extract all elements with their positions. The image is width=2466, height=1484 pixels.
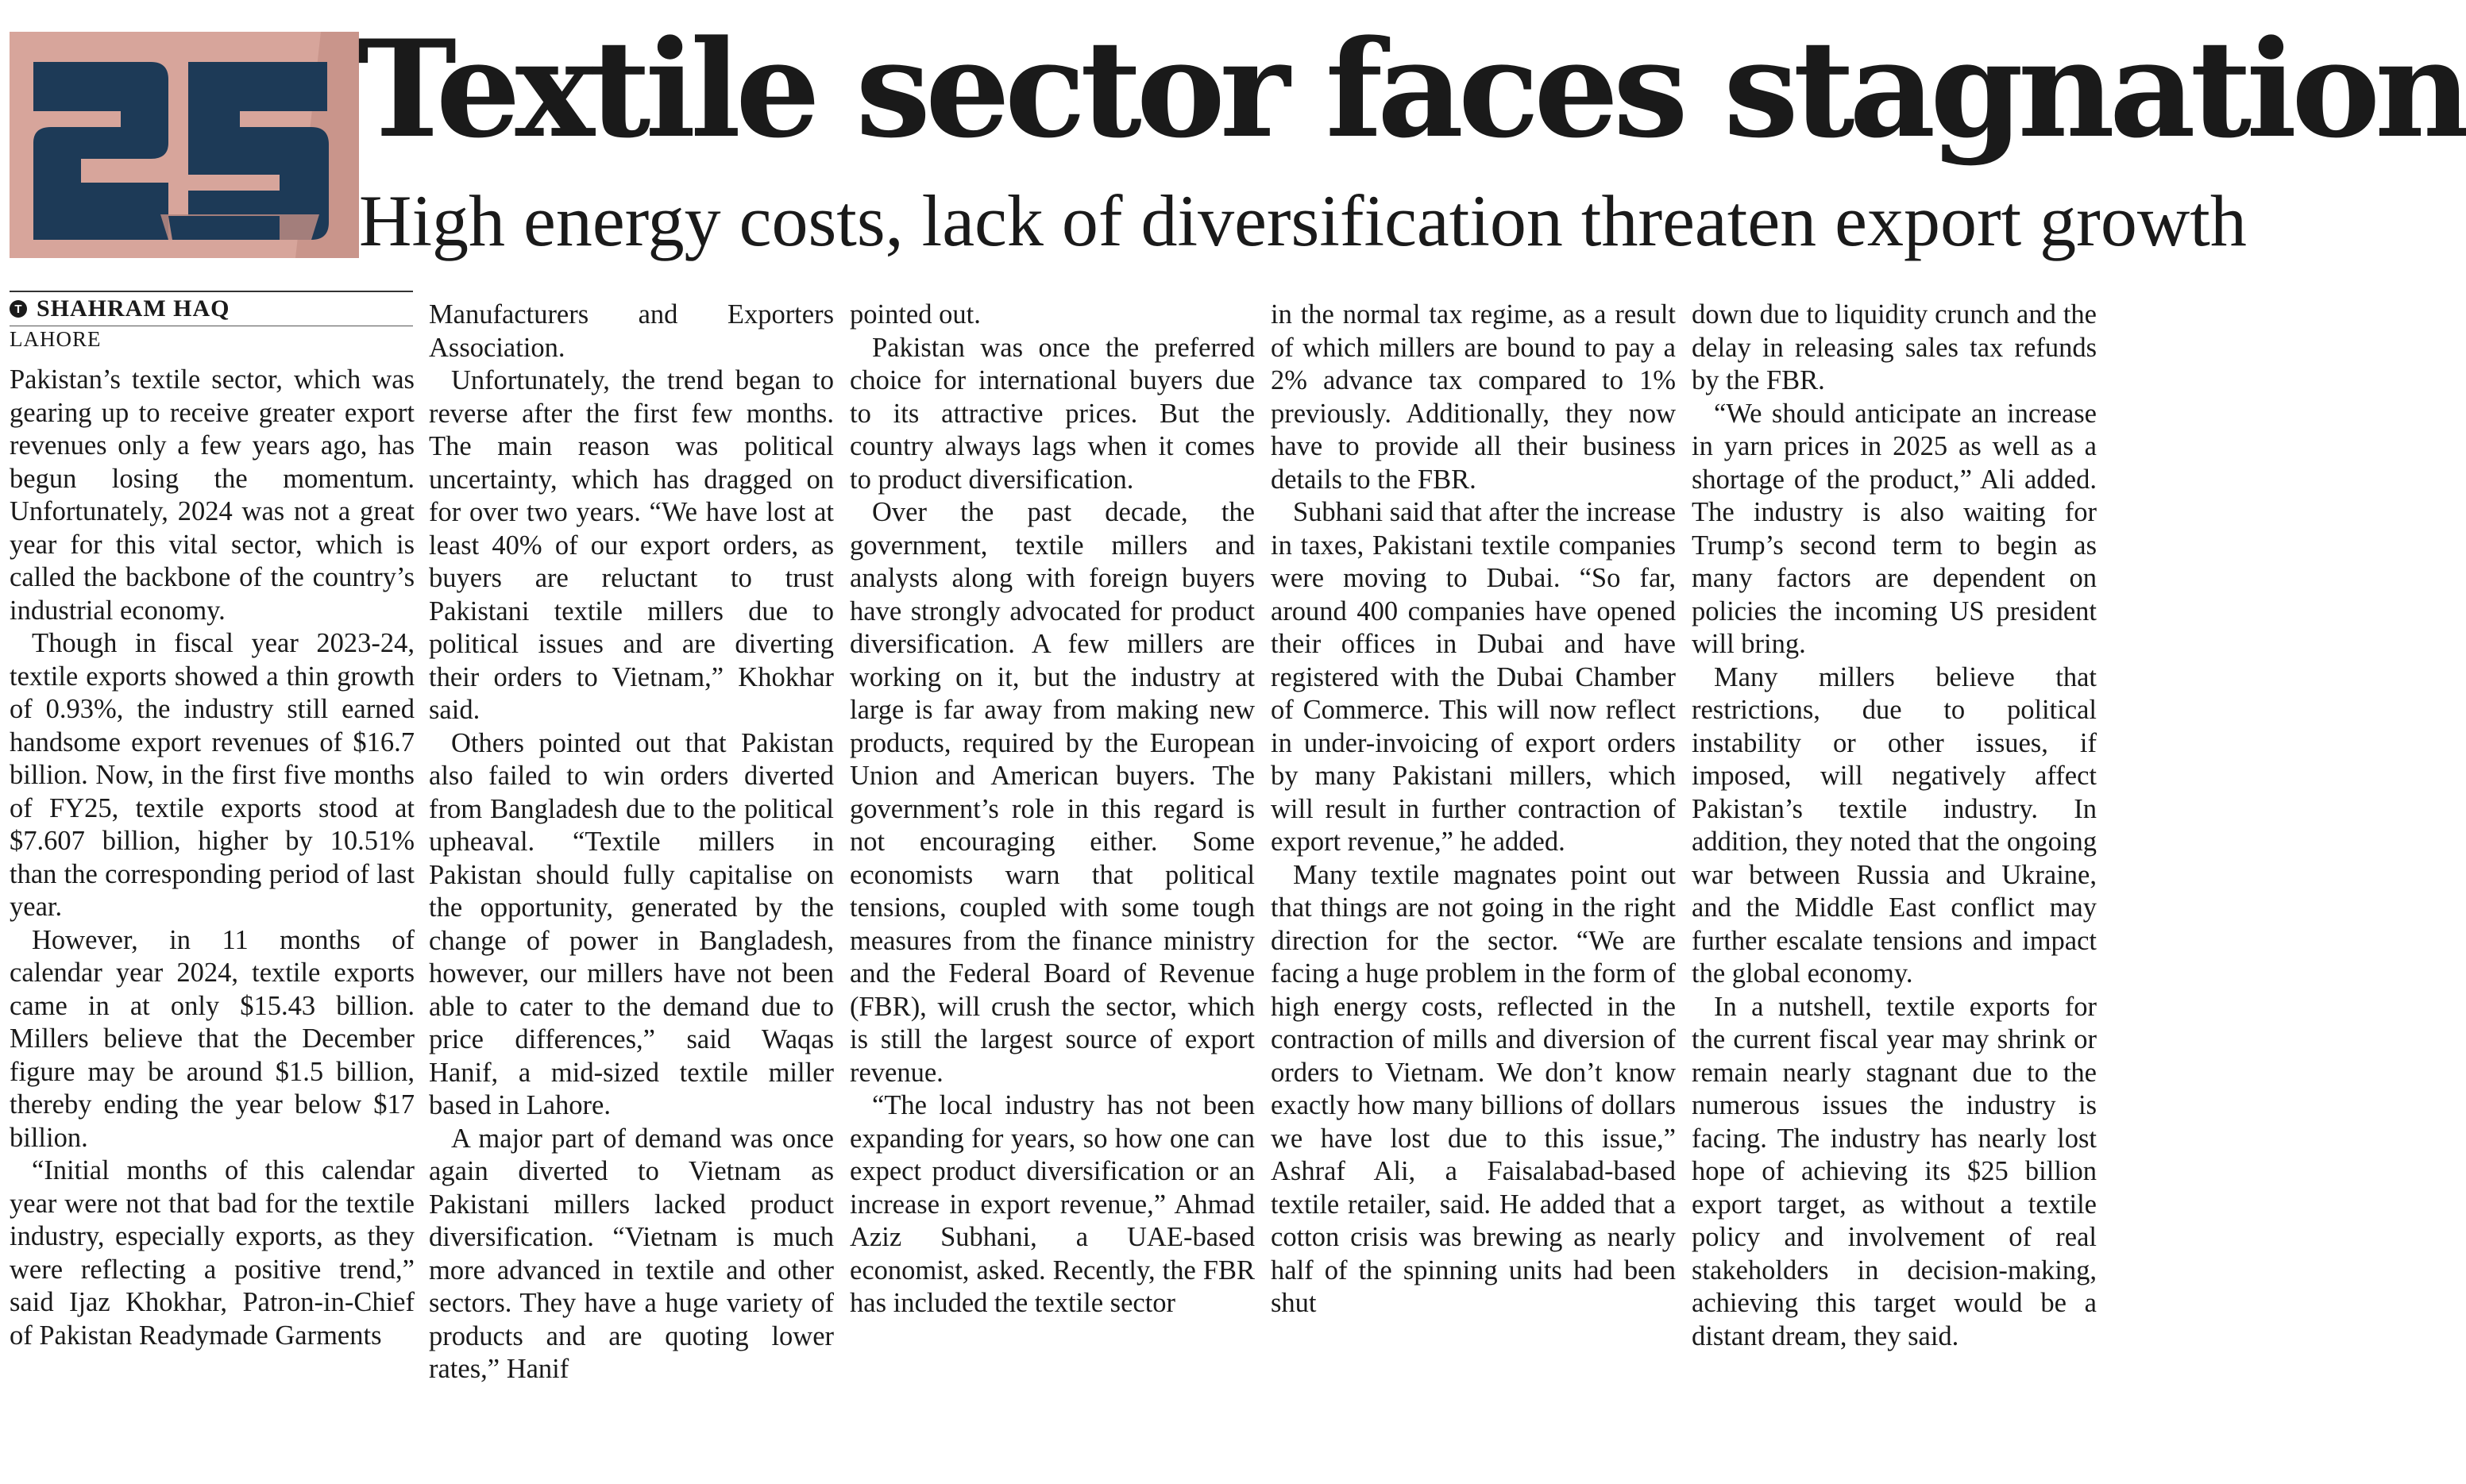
paragraph: Subhani said that after the increase in taxes, Pakistani textile companies were moving to Dubai. “So far, around 400 companies have opened their offices in Dubai and have registered with the Dubai Chamber of Commerce. This will now reflect in under-invoicing of export orders by many Pakistani millers, which will result in further contraction of export revenue,” he added.: [1271, 497, 1676, 857]
paragraph: Many textile magnates point out that things are not going in the right direction for the sector. “We are facing a huge problem in the form of high energy costs, reflected in the contraction of mills and diversion of orders to Vietnam. We don’t know exactly how many billions of dollars we have lost due to this issue,” Ashraf Ali, a Faisalabad-based textile retailer, said. He added that a cotton crisis was brewing as nearly half of the spinning units had been shut: [1271, 859, 1676, 1318]
paragraph: Over the past decade, the government, textile millers and analysts along with foreign buyers have strongly advocated for product diversification. A few millers are working on it, but the industry at large is far away from making new products, required by the European Union and American buyers. The government’s role in this regard is not encouraging either. Some economists warn that political tensions, coupled with some tough measures from the finance ministry and the Federal Board of Revenue (FBR), will crush the sector, which is still the largest source of export revenue.: [850, 497, 1255, 1088]
paragraph: down due to liquidity crunch and the delay in releasing sales tax refunds by the FBR.: [1692, 299, 2097, 395]
paragraph: However, in 11 months of calendar year 2024, textile exports came in at only $15.43 billion. Millers believe that the December figure may be around $1.5 billion, thereby ending the year below $17 billion.: [10, 924, 415, 1153]
author-name: SHAHRAM HAQ: [37, 295, 230, 322]
article-column-4: [1271, 299, 1676, 1320]
article-column-2: [429, 299, 834, 1386]
subheadline: High energy costs, lack of diversification threaten export growth: [359, 180, 2247, 261]
article-column-5: [1692, 299, 2097, 1353]
headline: Textile sector faces stagnation: [357, 10, 2466, 168]
paragraph: “The local industry has not been expanding for years, so how one can expect product diversification or an increase in export revenue,” Ahmad Aziz Subhani, a UAE-based economist, asked. Recently, the FBR has included the textile sector: [850, 1090, 1255, 1318]
series-logo-25: [10, 32, 359, 258]
paragraph: Though in fiscal year 2023-24, textile exports showed a thin growth of 0.93%, the industry still earned handsome export revenues of $16.7 billion. Now, in the first five months of FY25, textile exports stood at $7.607 billion, higher by 10.51% than the corresponding period of last year.: [10, 628, 415, 922]
paragraph: A major part of demand was once again diverted to Vietnam as Pakistani millers lacked product diversification. “Vietnam is much more advanced in textile and other sectors. They have a huge variety of products and are quoting lower rates,” Hanif: [429, 1123, 834, 1384]
byline: [10, 291, 413, 326]
paragraph: Pakistan’s textile sector, which was gearing up to receive greater export revenues only a few years ago, has begun losing the momentum. Unfortunately, 2024 was not a great year for this vital sector, which is called the backbone of the country’s industrial economy.: [10, 364, 415, 626]
paragraph: pointed out.: [850, 299, 981, 330]
tribune-t-icon: T: [10, 300, 27, 318]
paragraph: in the normal tax regime, as a result of which millers are bound to pay a 2% advance tax compared to 1% previously. Additionally, they now have to provide all their business details to the FBR.: [1271, 299, 1676, 495]
dateline-location: LAHORE: [10, 327, 102, 351]
paragraph: Many millers believe that restrictions, due to political instability or other issues, if imposed, will negatively affect Pakistan’s textile industry. In addition, they noted that the ongoing war between Russia and Ukraine, and the Middle East conflict may further escalate tensions and impact the global economy.: [1692, 661, 2097, 989]
paragraph: Others pointed out that Pakistan also failed to win orders diverted from Bangladesh due to the political upheaval. “Textile millers in Pakistan should fully capitalise on the opportunity, generated by the change of power in Bangladesh, however, our millers have not been able to cater to the demand due to price differences,” said Waqas Hanif, a mid-sized textile miller based in Lahore.: [429, 727, 834, 1120]
paragraph: Pakistan was once the preferred choice for international buyers due to its attractive prices. But the country always lags when it comes to product diversification.: [850, 332, 1255, 495]
paragraph: “Initial months of this calendar year were not that bad for the textile industry, especially exports, as they were reflecting a positive trend,” said Ijaz Khokhar, Patron-in-Chief of Pakistan Readymade Garments: [10, 1155, 415, 1351]
paragraph: Unfortunately, the trend began to reverse after the first few months. The main reason was political uncertainty, which has dragged on for over two years. “We have lost at least 40% of our export orders, as buyers are reluctant to trust Pakistani textile millers due to political issues and are diverting their orders to Vietnam,” Khokhar said.: [429, 365, 834, 725]
article-column-1: [10, 364, 415, 1352]
article-column-3: [850, 299, 1255, 1320]
paragraph: In a nutshell, textile exports for the current fiscal year may shrink or remain nearly stagnant due to the numerous issues the industry is facing. The industry has nearly lost hope of achieving its $25 billion export target, as without a textile policy and involvement of real stakeholders in decision-making, achieving this target would be a distant dream, they said.: [1692, 991, 2097, 1351]
paragraph: “We should anticipate an increase in yarn prices in 2025 as well as a shortage of the product,” Ali added. The industry is also waiting for Trump’s second term to begin as many factors are dependent on policies the incoming US president will bring.: [1692, 398, 2097, 659]
paragraph: Manufacturers and Exporters Association.: [429, 299, 834, 363]
